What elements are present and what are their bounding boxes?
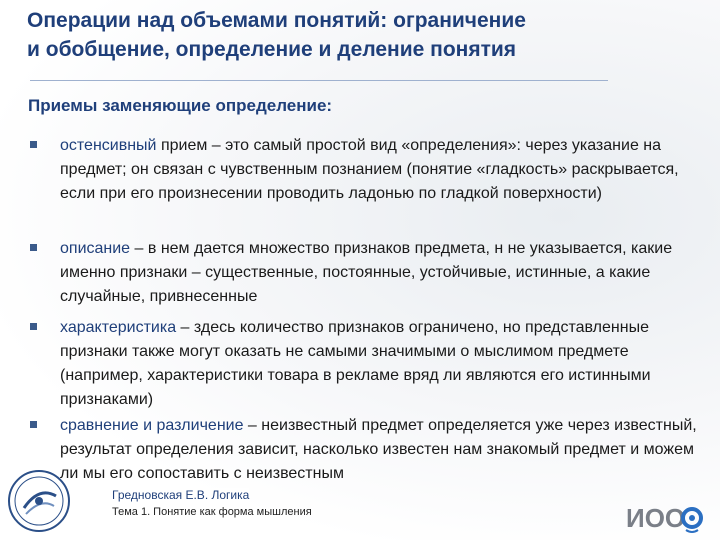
item-text: – неизвестный предмет определяется уже через известный, результат определения зависит, насколько известен нам знакомый предмет и можем ли мы его сопоставить с неизвестным: [60, 417, 697, 482]
slide-title: [27, 6, 667, 64]
bullet-icon: [30, 421, 37, 428]
item-text: – здесь количество признаков ограничено, но представленные признаки также могут оказать не самыми значимыми о мыслимом предмете (например, характеристики товара в рекламе вряд ли являются его истинными признаками): [60, 319, 651, 408]
logo-text: ИОО: [626, 503, 686, 533]
footer-topic: Тема 1. Понятие как форма мышления: [112, 506, 312, 518]
item-term: характеристика: [60, 319, 177, 336]
bullet-icon: [30, 323, 37, 330]
iod-logo-icon: [624, 500, 704, 534]
list-item: [28, 237, 708, 309]
item-term: сравнение и различение: [60, 417, 244, 434]
title-line-1: Операции над объемами понятий: ограничение: [27, 9, 526, 32]
item-term: описание: [60, 240, 131, 257]
item-text: прием – это самый простой вид «определения»: через указание на предмет; он связан с чувственным познанием (понятие «гладкость» раскрывается, если при его произнесении проводить ладонью по гладкой поверхности): [60, 137, 679, 202]
bullet-icon: [30, 141, 37, 148]
slide-subtitle: Приемы заменяющие определение:: [28, 96, 333, 115]
title-line-2: и обобщение, определение и деление понятия: [27, 38, 517, 61]
title-divider: [30, 80, 608, 81]
list-item: [28, 414, 708, 486]
item-term: остенсивный: [60, 137, 157, 154]
list-item: [28, 316, 708, 412]
item-text: – в нем дается множество признаков предмета, н не указывается, какие именно признаки – существенные, постоянные, устойчивые, истинные, а какие случайные, привнесенные: [60, 240, 673, 305]
footer-author: Гредновская Е.В. Логика: [112, 488, 250, 502]
list-item: [28, 134, 708, 206]
university-seal-icon: [6, 468, 72, 534]
bullet-icon: [30, 244, 37, 251]
